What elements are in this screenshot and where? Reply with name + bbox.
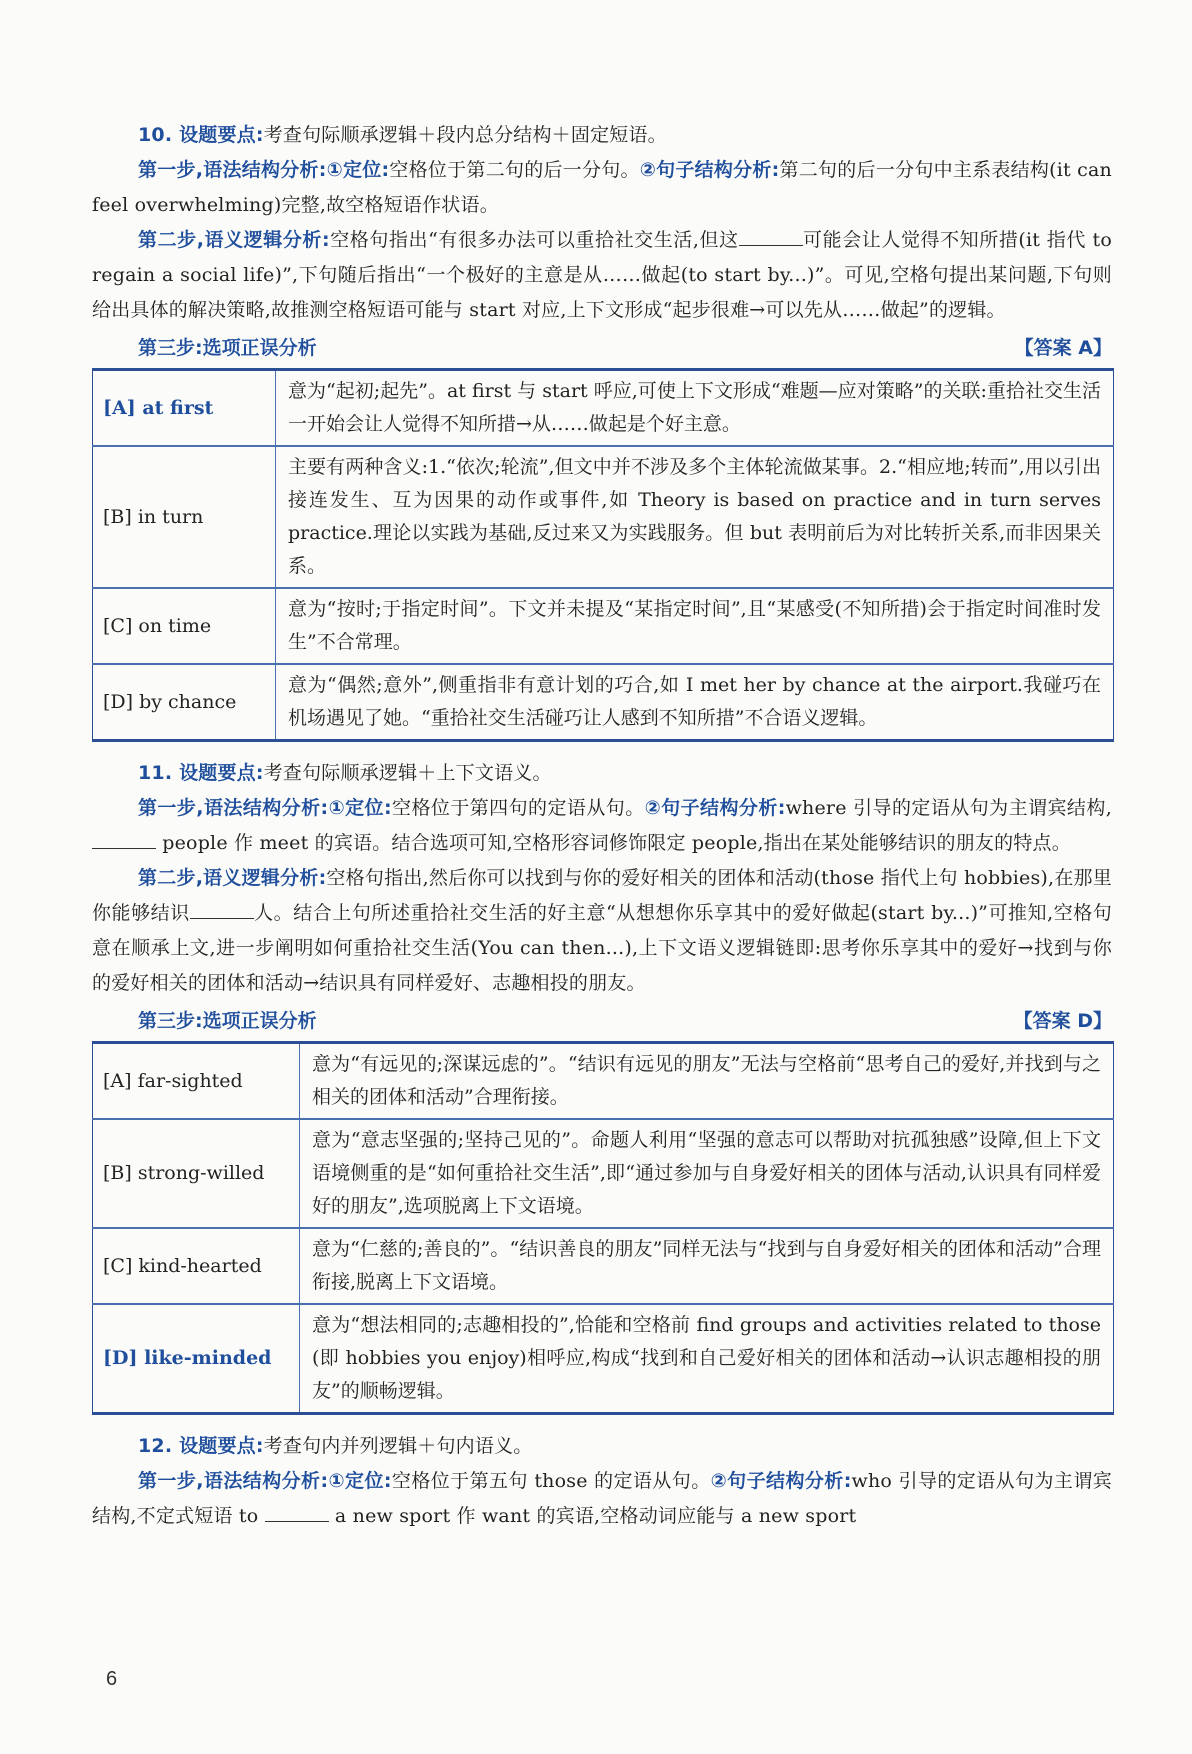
table-row: [93, 1304, 1114, 1414]
q10-options-table: [92, 368, 1114, 742]
question-10: [92, 118, 1112, 742]
table-row: [93, 1228, 1114, 1304]
q12-step1: 第一步,语法结构分析:①定位:空格位于第五句 those 的定语从句。②句子结构分析:who 引导的定语从句为主谓宾结构,不定式短语 to a new sport 作 want 的宾语,空格动词应能与 a new sport: [92, 1470, 1112, 1527]
answer-blank: [92, 828, 156, 849]
option-label: [A] at first: [93, 370, 276, 447]
option-label: [D] by chance: [93, 664, 276, 741]
q11-title: 11. 设题要点:考查句际顺承逻辑＋上下文语义。: [138, 762, 552, 784]
option-explanation: 意为“偶然;意外”,侧重指非有意计划的巧合,如 I met her by chance at the airport.我碰巧在机场遇见了她。“重拾社交生活碰巧让人感到不知所措”不合语义逻辑。: [276, 664, 1114, 741]
q11-step1: 第一步,语法结构分析:①定位:空格位于第四句的定语从句。②句子结构分析:where 引导的定语从句为主谓宾结构, people 作 meet 的宾语。结合选项可知,空格形容词修饰限定 people,指出在某处能够结识的朋友的特点。: [92, 791, 1112, 861]
q11-step3-header: 第三步:选项正误分析 【答案 D】: [92, 1001, 1112, 1037]
option-label: [C] kind-hearted: [93, 1228, 300, 1304]
option-explanation: 意为“按时;于指定时间”。下文并未提及“某指定时间”,且“某感受(不知所措)会于指定时间准时发生”不合常理。: [276, 588, 1114, 664]
table-row: [93, 370, 1114, 447]
q11-answer: 【答案 D】: [1013, 1009, 1112, 1032]
question-11: [92, 756, 1112, 1415]
option-explanation: 主要有两种含义:1.“依次;轮流”,但文中并不涉及多个主体轮流做某事。2.“相应地;转而”,用以引出接连发生、互为因果的动作或事件,如 Theory is based on practice and in turn serves practice.理论以实践为基础,反过来又为实践服务。但 but 表明前后为对比转折关系,而非因果关系。: [276, 446, 1114, 588]
option-explanation: 意为“仁慈的;善良的”。“结识善良的朋友”同样无法与“找到与自身爱好相关的团体和活动”合理衔接,脱离上下文语境。: [300, 1228, 1114, 1304]
option-explanation: 意为“意志坚强的;坚持己见的”。命题人利用“坚强的意志可以帮助对抗孤独感”设障,但上下文语境侧重的是“如何重拾社交生活”,即“通过参加与自身爱好相关的团体与活动,认识具有同样爱好的朋友”,选项脱离上下文语境。: [300, 1119, 1114, 1228]
question-12: [92, 1429, 1112, 1534]
answer-blank: [190, 898, 254, 919]
page-content: [92, 118, 1112, 1534]
table-row: [93, 446, 1114, 588]
q10-step1: 第一步,语法结构分析:①定位:空格位于第二句的后一分句。②句子结构分析:第二句的后一分句中主系表结构(it can feel overwhelming)完整,故空格短语作状语。: [92, 159, 1112, 216]
option-label: [A] far-sighted: [93, 1043, 300, 1120]
q10-step2: 第二步,语义逻辑分析:空格句指出“有很多办法可以重拾社交生活,但这 可能会让人觉得不知所措(it 指代 to regain a social life)”,下句随后指出“一个极好的主意是从……做起(to start by...)”。可见,空格句提出某问题,下句则给出具体的解决策略,故推测空格短语可能与 start 对应,上下文形成“起步很难→可以先从……做起”的逻辑。: [92, 223, 1112, 328]
table-row: [93, 1119, 1114, 1228]
q10-title: 10. 设题要点:考查句际顺承逻辑＋段内总分结构＋固定短语。: [138, 124, 667, 146]
table-row: [93, 1043, 1114, 1120]
table-row: [93, 664, 1114, 741]
answer-blank: [265, 1501, 329, 1522]
option-label: [D] like-minded: [93, 1304, 300, 1414]
option-explanation: 意为“想法相同的;志趣相投的”,恰能和空格前 find groups and activities related to those (即 hobbies you enjoy)相呼应,构成“找到和自己爱好相关的团体和活动→认识志趣相投的朋友”的顺畅逻辑。: [300, 1304, 1114, 1414]
q11-options-table: [92, 1041, 1114, 1415]
q10-answer: 【答案 A】: [1014, 336, 1112, 359]
option-label: [B] in turn: [93, 446, 276, 588]
q12-title: 12. 设题要点:考查句内并列逻辑＋句内语义。: [138, 1435, 533, 1457]
q11-step2: 第二步,语义逻辑分析:空格句指出,然后你可以找到与你的爱好相关的团体和活动(those 指代上句 hobbies),在那里你能够结识 人。结合上句所述重拾社交生活的好主意“从想想你乐享其中的爱好做起(start by...)”可推知,空格句意在顺承上文,进一步阐明如何重拾社交生活(You can then...),上下文语义逻辑链即:思考你乐享其中的爱好→找到与你的爱好相关的团体和活动→结识具有同样爱好、志趣相投的朋友。: [92, 867, 1112, 994]
page-number: 6: [106, 1668, 118, 1690]
option-label: [B] strong-willed: [93, 1119, 300, 1228]
option-label: [C] on time: [93, 588, 276, 664]
table-row: [93, 588, 1114, 664]
option-explanation: 意为“起初;起先”。at first 与 start 呼应,可使上下文形成“难题—应对策略”的关联:重拾社交生活一开始会让人觉得不知所措→从……做起是个好主意。: [276, 370, 1114, 447]
q10-step3-header: 第三步:选项正误分析 【答案 A】: [92, 328, 1112, 364]
option-explanation: 意为“有远见的;深谋远虑的”。“结识有远见的朋友”无法与空格前“思考自己的爱好,并找到与之相关的团体和活动”合理衔接。: [300, 1043, 1114, 1120]
answer-blank: [739, 225, 803, 246]
